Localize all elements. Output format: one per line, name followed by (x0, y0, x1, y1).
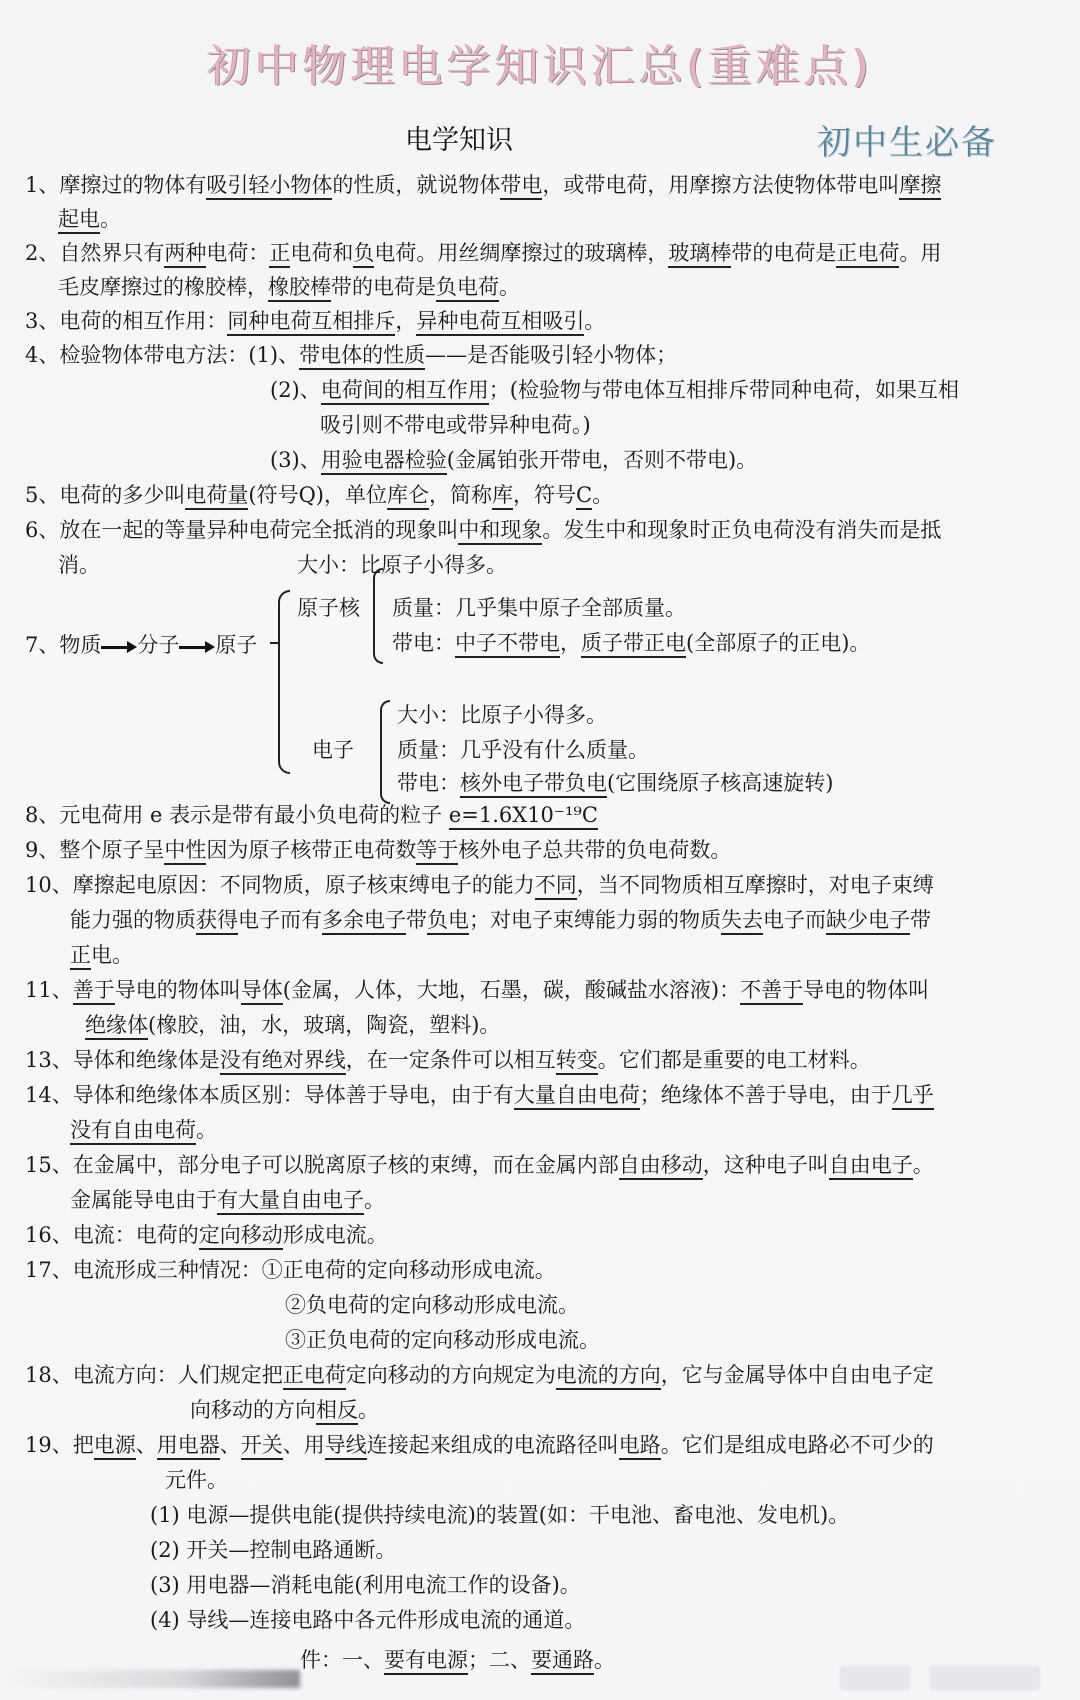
key-term: 转变 (556, 1048, 598, 1075)
knowledge-line (270, 375, 959, 405)
text-segment: 电。 (91, 943, 133, 967)
key-term: 获得 (196, 908, 238, 935)
knowledge-line (70, 1185, 385, 1215)
electron-charge-tail: (它围绕原子核高速旋转) (607, 771, 834, 795)
electron-charge (397, 768, 833, 798)
knowledge-line (270, 445, 757, 475)
key-term: 不善于 (740, 978, 803, 1005)
text-segment: 元件。 (165, 1468, 228, 1492)
key-term: 等于 (416, 838, 458, 865)
key-term: 两种 (164, 241, 206, 268)
key-term: 相反 (316, 1398, 358, 1425)
text-segment: 6、放在一起的等量异种电荷完全抵消的现象叫 (25, 518, 459, 542)
knowledge-line (70, 1115, 217, 1145)
text-segment: (4) 导线—连接电路中各元件形成电流的通道。 (150, 1608, 586, 1632)
text-segment: ；(检验物与带电体互相排斥带同种电荷，如果互相 (488, 378, 959, 402)
audience-badge: 初中生必备 (817, 123, 997, 163)
text-segment: 导电的物体叫 (114, 978, 241, 1002)
text-segment: 。发生中和现象时正负电荷没有消失而是抵 (542, 518, 942, 542)
text-segment: 。它们都是重要的电工材料。 (597, 1048, 871, 1072)
text-segment: 电子而有 (238, 908, 322, 932)
key-term: C (576, 483, 592, 510)
proton-tail: (全部原子的正电)。 (686, 631, 871, 655)
text-segment: 电荷。用丝绸摩擦过的玻璃棒， (374, 241, 669, 265)
text-segment: 。 (912, 1153, 934, 1177)
text-segment: 、 (135, 1433, 157, 1457)
text-segment: 11、 (25, 978, 73, 1002)
key-term: 带电体的性质 (299, 343, 425, 370)
text-segment: 。 (196, 1118, 217, 1142)
knowledge-line (150, 1500, 849, 1530)
key-term: 负 (353, 241, 374, 268)
text-segment: (金属，人体，大地，石墨，碳，酸碱盐水溶液)： (282, 978, 741, 1002)
key-term: 有大量自由电子 (217, 1188, 364, 1215)
text-segment: 。 (594, 1648, 615, 1672)
key-term: 负电 (427, 908, 469, 935)
text-segment: 吸引则不带电或带异种电荷。) (320, 413, 591, 437)
text-segment: 。它们是组成电路必不可少的 (660, 1433, 934, 1457)
charge-label: 带电： (397, 771, 460, 795)
knowledge-line (85, 1010, 500, 1040)
text-segment: (符号Q)，单位 (248, 483, 387, 507)
text-segment: 14、导体和绝缘体本质区别：导体善于导电，由于有 (25, 1083, 514, 1107)
electron-mass: 质量：几乎没有什么质量。 (397, 738, 649, 762)
text-segment: 10、摩擦起电原因：不同物质，原子核束缚电子的能力 (25, 873, 535, 897)
key-term: 定向移动 (199, 1223, 283, 1250)
nucleus-mass: 质量：几乎集中原子全部质量。 (392, 596, 686, 620)
knowledge-line (150, 1605, 585, 1635)
electron-charge-note: 核外电子带负电 (460, 771, 607, 798)
knowledge-line (25, 1080, 934, 1110)
text-segment: ，这种电子叫 (702, 1153, 829, 1177)
knowledge-line (58, 550, 100, 580)
knowledge-line (70, 905, 931, 935)
charge-label: 带电： (392, 631, 455, 655)
key-term: 库仑 (387, 483, 429, 510)
text-segment: (3) 用电器—消耗电能(利用电流工作的设备)。 (150, 1573, 581, 1597)
text-segment: 的性质，就说物体 (332, 173, 501, 197)
text-segment: ；绝缘体不善于导电，由于 (639, 1083, 892, 1107)
knowledge-line (25, 1045, 871, 1075)
text-segment: 1、摩擦过的物体有 (25, 173, 207, 197)
text-segment: 18、电流方向：人们规定把 (25, 1363, 283, 1387)
text-segment: 电荷： (206, 241, 270, 265)
text-segment: 定向移动的方向规定为 (345, 1363, 556, 1387)
knowledge-line (25, 975, 929, 1005)
key-term: 同种电荷互相排斥 (227, 309, 395, 336)
text-segment: 。用 (899, 241, 942, 265)
neutron-note: 中子不带电 (455, 631, 560, 658)
key-term: 玻璃棒 (668, 241, 731, 268)
text-segment: 连接起来组成的电流路径叫 (366, 1433, 619, 1457)
knowledge-line (150, 1535, 396, 1565)
section-subtitle: 电学知识 (405, 125, 513, 156)
knowledge-line (25, 1220, 388, 1250)
watermark (930, 1666, 1040, 1690)
key-term: 多余电子 (322, 908, 406, 935)
text-segment: 4、检验物体带电方法：(1)、 (25, 343, 300, 367)
knowledge-line (58, 204, 121, 234)
brace-atom-icon (278, 590, 290, 774)
text-segment: ，在一定条件可以相互 (345, 1048, 556, 1072)
text-segment: (1) 电源—提供电能(提供持续电流)的装置(如：干电池、畜电池、发电机)。 (150, 1503, 850, 1527)
key-term: 吸引轻小物体 (206, 173, 332, 200)
text-segment: ，它与金属导体中自由电子定 (660, 1363, 934, 1387)
text-segment: ，当不同物质相互摩擦时，对电子束缚 (576, 873, 934, 897)
key-term: 正电荷 (283, 1363, 346, 1390)
proton-note: 质子带正电 (581, 631, 686, 658)
knowledge-line (320, 410, 591, 440)
text-segment: ；对电子束缚能力弱的物质 (469, 908, 721, 932)
nucleus-size: 大小：比原子小得多。 (297, 553, 507, 577)
text-segment: ③正负电荷的定向移动形成电流。 (285, 1328, 600, 1352)
knowledge-line (25, 1255, 556, 1285)
text-segment: 消。 (58, 553, 100, 577)
separator: ， (560, 631, 581, 655)
text-segment: ②负电荷的定向移动形成电流。 (285, 1293, 579, 1317)
text-segment: 带的电荷是 (731, 241, 837, 265)
text-segment: 19、把 (25, 1433, 94, 1457)
knowledge-line (25, 340, 677, 370)
arrow-right-icon (101, 642, 137, 652)
key-term: 导体 (241, 978, 283, 1005)
text-segment: 向移动的方向 (190, 1398, 316, 1422)
key-term: 异种电荷互相吸引 (416, 309, 584, 336)
key-term: 橡胶棒 (268, 275, 331, 302)
text-segment: ——是否能吸引轻小物体； (425, 343, 678, 367)
knowledge-line (165, 1465, 228, 1495)
atom-label: 原子 (215, 633, 258, 657)
text-segment: 。 (358, 1398, 379, 1422)
key-term: 中和现象 (458, 518, 542, 545)
text-segment: 带 (406, 908, 427, 932)
text-segment: 电子而 (763, 908, 826, 932)
matter-label: 7、物质 (25, 633, 102, 657)
text-segment: (橡胶，油，水，玻璃，陶瓷，塑料)。 (148, 1013, 501, 1037)
key-term: 电源 (94, 1433, 136, 1460)
brace-nucleus-icon (373, 568, 383, 664)
text-segment: ， (395, 309, 417, 333)
text-segment: (2) 开关—控制电路通断。 (150, 1538, 397, 1562)
key-term: 没有自由电荷 (70, 1118, 196, 1145)
electron-size: 大小：比原子小得多。 (397, 703, 607, 727)
text-segment: 15、在金属中，部分电子可以脱离原子核的束缚，而在金属内部 (25, 1153, 619, 1177)
text-segment: 、 (219, 1433, 241, 1457)
knowledge-line (25, 800, 598, 830)
text-segment: 5、电荷的多少叫 (25, 483, 186, 507)
text-segment: 金属能导电由于 (70, 1188, 217, 1212)
key-term: 摩擦 (899, 173, 941, 200)
text-segment: (2)、 (270, 378, 321, 402)
key-term: 带电 (500, 173, 542, 200)
text-segment: 16、电流：电荷的 (25, 1223, 199, 1247)
knowledge-line (58, 272, 520, 302)
key-term: 电路 (619, 1433, 661, 1460)
text-segment: 2、自然界只有 (25, 241, 165, 265)
knowledge-line (25, 1360, 934, 1390)
key-term: 几乎 (892, 1083, 934, 1110)
knowledge-line (25, 306, 605, 336)
text-segment: 能力强的物质 (70, 908, 196, 932)
text-segment: 因为原子核带正电荷数 (206, 838, 417, 862)
text-segment: 电荷和 (290, 241, 354, 265)
text-segment: 8、元电荷用 e 表示是带有最小负电荷的粒子 (25, 803, 449, 827)
key-term: e=1.6X10⁻¹⁹C (449, 803, 598, 830)
diagram-chain (25, 630, 257, 660)
knowledge-line (25, 515, 941, 545)
bottom-blur (0, 1670, 300, 1688)
text-segment: ，符号 (512, 483, 576, 507)
knowledge-line (70, 940, 133, 970)
text-segment: 。 (499, 275, 520, 299)
text-segment: 。 (364, 1188, 385, 1212)
knowledge-line (300, 1645, 615, 1675)
key-term: 正电荷 (836, 241, 899, 268)
key-term: 电荷间的相互作用 (321, 378, 489, 405)
text-segment: ；二、 (468, 1648, 531, 1672)
key-term: 没有绝对界线 (220, 1048, 346, 1075)
knowledge-line (25, 170, 941, 200)
brace-electron-icon (380, 700, 390, 804)
text-segment: 形成电流。 (282, 1223, 388, 1247)
text-segment: 核外电子总共带的负电荷数。 (458, 838, 732, 862)
key-term: 电荷量 (185, 483, 248, 510)
brace-tip-icon (270, 642, 278, 644)
nucleus-charge (392, 628, 870, 658)
text-segment: 、用 (282, 1433, 325, 1457)
knowledge-line (285, 1325, 600, 1355)
text-segment: 13、导体和绝缘体是 (25, 1048, 220, 1072)
key-term: 自由移动 (619, 1153, 703, 1180)
key-term: 正 (70, 943, 91, 970)
text-segment: ，或带电荷，用摩擦方法使物体带电叫 (542, 173, 900, 197)
key-term: 要有电源 (384, 1648, 468, 1675)
knowledge-line (150, 1570, 581, 1600)
page-title: 初中物理电学知识汇总(重难点) (206, 41, 874, 92)
text-segment: ，简称 (428, 483, 492, 507)
key-term: 起电 (58, 207, 100, 234)
text-segment: 。 (592, 483, 614, 507)
text-segment: (金属铂张开带电，否则不带电)。 (446, 448, 758, 472)
key-term: 库 (492, 483, 513, 510)
text-segment: 17、电流形成三种情况：①正电荷的定向移动形成电流。 (25, 1258, 556, 1282)
text-segment: 带 (910, 908, 931, 932)
key-term: 导线 (325, 1433, 367, 1460)
knowledge-line (25, 238, 941, 268)
key-term: 要通路 (531, 1648, 594, 1675)
knowledge-line (25, 480, 613, 510)
key-term: 用验电器检验 (321, 448, 447, 475)
key-term: 自由电子 (829, 1153, 913, 1180)
text-segment: 带的电荷是 (331, 275, 436, 299)
arrow-right-icon (179, 642, 215, 652)
knowledge-line (190, 1395, 379, 1425)
key-term: 开关 (241, 1433, 283, 1460)
watermark (840, 1666, 910, 1690)
knowledge-line (285, 1290, 579, 1320)
key-term: 电流的方向 (556, 1363, 661, 1390)
nucleus-label: 原子核 (297, 596, 360, 620)
key-term: 正 (269, 241, 290, 268)
knowledge-line (25, 835, 731, 865)
key-term: 善于 (73, 978, 115, 1005)
knowledge-line (25, 1430, 934, 1460)
knowledge-line (25, 870, 934, 900)
knowledge-line (25, 1150, 934, 1180)
key-term: 中性 (164, 838, 206, 865)
key-term: 用电器 (157, 1433, 220, 1460)
electron-label: 电子 (312, 738, 354, 762)
text-segment: 导电的物体叫 (803, 978, 930, 1002)
key-term: 不同 (535, 873, 577, 900)
key-term: 失去 (721, 908, 763, 935)
text-segment: 3、电荷的相互作用： (25, 309, 228, 333)
key-term: 负电荷 (436, 275, 499, 302)
molecule-label: 分子 (137, 633, 180, 657)
key-term: 缺少电子 (826, 908, 910, 935)
text-segment: 毛皮摩擦过的橡胶棒， (58, 275, 268, 299)
text-segment: (3)、 (270, 448, 321, 472)
key-term: 绝缘体 (85, 1013, 148, 1040)
text-segment: 件：一、 (300, 1648, 384, 1672)
text-segment: 。 (584, 309, 606, 333)
text-segment: 。 (100, 207, 121, 231)
text-segment: 9、整个原子呈 (25, 838, 165, 862)
key-term: 大量自由电荷 (514, 1083, 640, 1110)
